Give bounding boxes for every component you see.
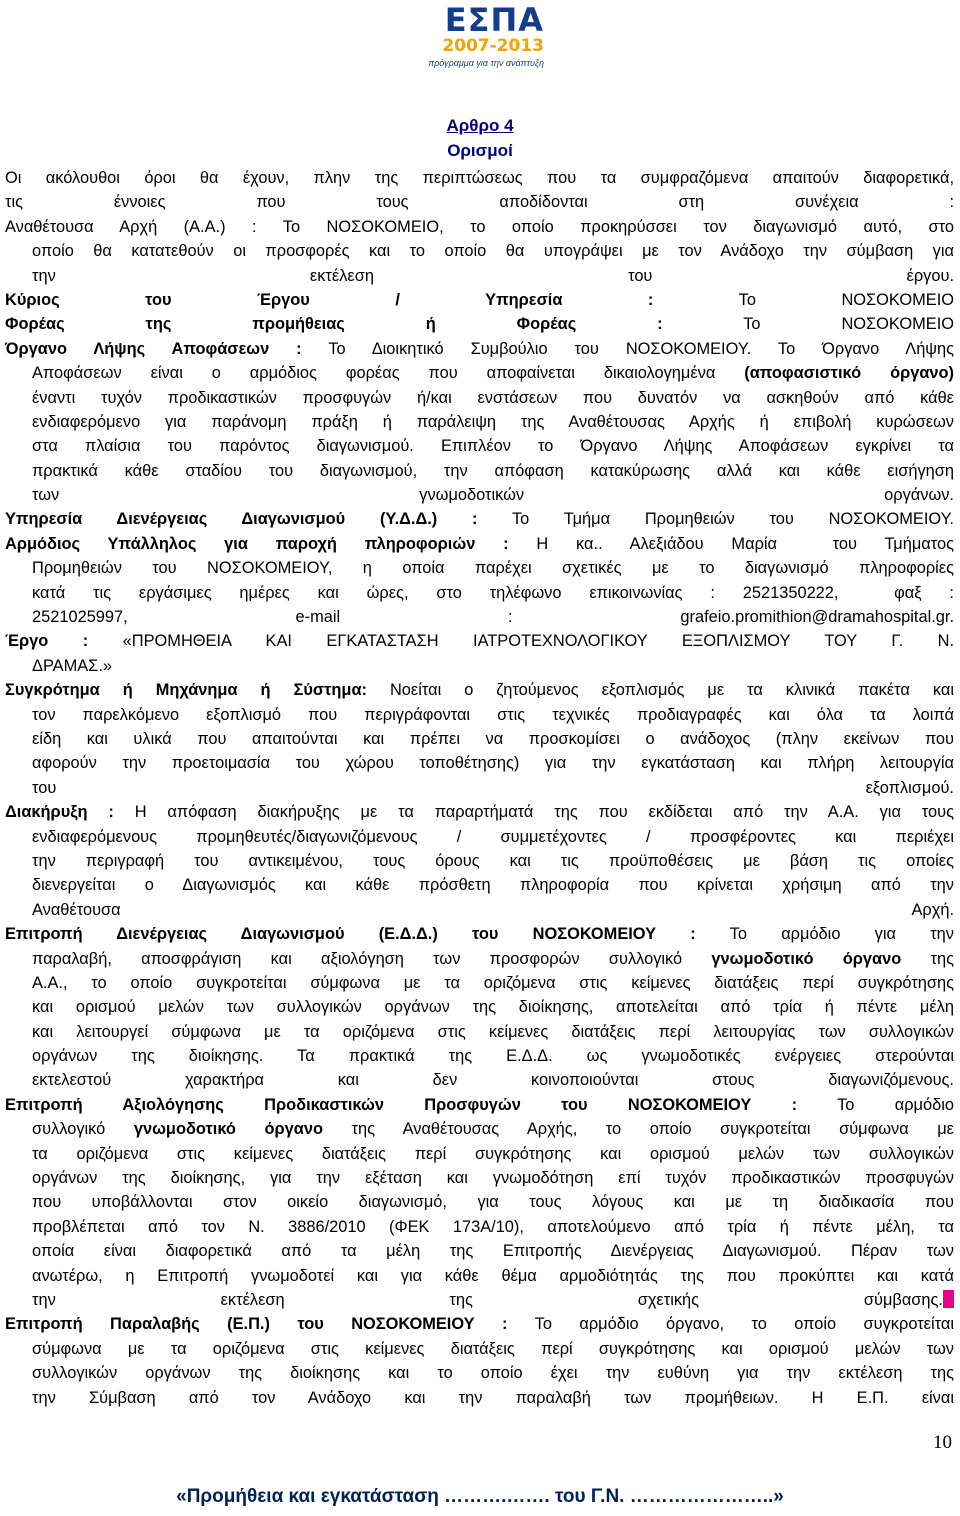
paragraph-line: τις έννοιες που τους αποδίδονται στη συνέχεια : — [5, 193, 954, 212]
definition-line: οποίο θα κατατεθούν οι προσφορές και το οποίο θα υπογράψει με τον Ανάδοχο την σύμβαση για — [32, 242, 954, 261]
definition-line: και λειτουργεί σύμφωνα με τα οριζόμενα στις κείμενες διατάξεις περί λειτουργίας των συλλογικών — [32, 1022, 954, 1041]
definition-line: κατά τις εργάσιμες ημέρες και ώρες, στο τηλέφωνο επικοινωνίας : 2521350222, φαξ : — [32, 583, 954, 602]
definition-line: Α.Α., το οποίο συγκροτείται σύμφωνα με τα οριζόμενα στις κείμενες διατάξεις περί συγκρότησης — [32, 973, 954, 992]
definition-line: Επιτροπή Αξιολόγησης Προδικαστικών Προσφυγών του ΝΟΣΟΚΟΜΕΙΟΥ : Το αρμόδιο — [5, 1095, 954, 1114]
logo-word: ΕΣΠΑ — [444, 1, 544, 39]
definition-line: Αναθέτουσα Αρχή (Α.Α.) : Το ΝΟΣΟΚΟΜΕΙΟ, το οποίο προκηρύσσει τον διαγωνισμό αυτό, στο — [5, 217, 954, 236]
definition-line: των γνωμοδοτικών οργάνων. — [32, 486, 954, 505]
definition-line: Αποφάσεων είναι ο αρμόδιος φορέας που αποφαίνεται δικαιολογημένα (αποφασιστικό όργανο) — [32, 364, 955, 383]
definition-line: την περιγραφή του αντικειμένου, τους όρους και τις προϋποθέσεις με βάση τις οποίες — [32, 851, 954, 870]
definition-line: οποία είναι διαφορετικά από τα μέλη της Επιτροπής Διενέργειας Διαγωνισμού. Πέραν των — [32, 1242, 954, 1261]
definition-line: ενδιαφερόμενο για παράνομη πράξη ή παράλειψη της Αναθέτουσας Αρχής ή επιβολή κυρώσεων — [32, 412, 954, 431]
definition-line: ενδιαφερόμενους προμηθευτές/διαγωνιζόμενους / συμμετέχοντες / προσφέροντες και περιέχει — [32, 827, 954, 846]
definition-line: οργάνων της διοίκησης. Τα πρακτικά της Ε.Δ.Δ. ως γνωμοδοτικές ενέργειες στερούνται — [32, 1047, 954, 1066]
definition-line: την Σύμβαση από τον Ανάδοχο και την παραλαβή των προμήθειων. Η Ε.Π. είναι — [32, 1388, 954, 1407]
definition-line: εκτελεστού χαρακτήρα και δεν κοινοποιούνται στους διαγωνιζόμενους. — [32, 1071, 954, 1090]
document-body — [5, 166, 955, 1410]
text-cursor — [943, 1290, 954, 1308]
espa-logo — [412, 2, 544, 74]
definition-line: Υπηρεσία Διενέργειας Διαγωνισμού (Υ.Δ.Δ.) : Το Τμήμα Προμηθειών του ΝΟΣΟΚΟΜΕΙΟΥ. — [5, 510, 954, 529]
definition-line: αφορούν την προετοιμασία του χώρου τοποθέτησης) για την εγκατάσταση και πλήρη λειτουργία — [32, 754, 954, 773]
definition-line: παραλαβή, αποσφράγιση και αξιολόγηση των προσφορών συλλογικό γνωμοδοτικό όργανο της — [32, 949, 955, 968]
definition-line: Προμηθειών του ΝΟΣΟΚΟΜΕΙΟΥ, η οποία παρέχει σχετικές με το διαγωνισμό πληροφορίες — [32, 559, 954, 578]
definition-line: Φορέας της προμήθειας ή Φορέας : Το ΝΟΣΟΚΟΜΕΙΟ — [5, 315, 954, 334]
definition-line: του εξοπλισμού. — [32, 778, 954, 797]
definition-line: στα πλαίσια του παρόντος διαγωνισμού. Επιπλέον το Όργανο Λήψης Αποφάσεων εγκρίνει τα — [32, 437, 954, 456]
definition-line: Αρμόδιος Υπάλληλος για παροχή πληροφοριών : Η κα.. Αλεξιάδου Μαρία του Τμήματος — [5, 534, 955, 553]
definition-line: είδη και υλικά που απαιτούνται και πρέπει να προσκομίσει ο ανάδοχος (πλην εκείνων που — [32, 729, 954, 748]
logo-years: 2007-2013 — [442, 36, 544, 56]
definition-line: που υποβάλλονται στον οικείο διαγωνισμό, για τους λόγους και με τη διαδικασία που — [32, 1193, 954, 1212]
paragraph-line: Οι ακόλουθοι όροι θα έχουν, πλην της περιπτώσεως που τα συμφραζόμενα απαιτούν διαφορετικά, — [5, 169, 954, 187]
definition-line: τον παρελκόμενο εξοπλισμό που περιγράφονται στις τεχνικές προδιαγραφές και όλα τα λοιπά — [32, 705, 954, 724]
definition-line: συλλογικών οργάνων της διοίκησης και το οποίο έχει την ευθύνη για την εκτέλεση της — [32, 1364, 954, 1383]
definition-line: Αναθέτουσα Αρχή. — [32, 900, 954, 919]
definition-line: διενεργείται ο Διαγωνισμός και κάθε πρόσθετη πληροφορία που κρίνεται χρήσιμη από την — [32, 876, 954, 895]
definition-line: Επιτροπή Διενέργειας Διαγωνισμού (Ε.Δ.Δ.) του ΝΟΣΟΚΟΜΕΙΟΥ : Το αρμόδιο για την — [5, 925, 954, 944]
definition-line: ανωτέρω, η Επιτροπή γνωμοδοτεί και για κάθε θέμα αρμοδιότητάς της που προκύπτει και κατά — [32, 1266, 954, 1285]
definition-line: Έργο : «ΠΡΟΜΗΘΕΙΑ ΚΑΙ ΕΓΚΑΤΑΣΤΑΣΗ ΙΑΤΡΟΤΕΧΝΟΛΟΓΙΚΟΥ ΕΞΟΠΛΙΣΜΟΥ ΤΟΥ Γ. Ν. — [5, 632, 955, 651]
definition-line: τα οριζόμενα στις κείμενες διατάξεις περί συγκρότησης και ορισμού μελών των συλλογικών — [32, 1144, 954, 1163]
definition-line: προβλέπεται από τον Ν. 3886/2010 (ΦΕΚ 173Α/10), αποτελούμενο από τρία ή πέντε μέλη, τα — [32, 1217, 954, 1236]
definition-line: συλλογικό γνωμοδοτικό όργανο της Αναθέτουσας Αρχής, το οποίο συγκροτείται σύμφωνα με — [32, 1120, 954, 1139]
definition-line: Επιτροπή Παραλαβής (Ε.Π.) του ΝΟΣΟΚΟΜΕΙΟΥ : Το αρμόδιο όργανο, το οποίο συγκροτείται — [5, 1315, 954, 1334]
page-number: 10 — [933, 1432, 952, 1453]
definition-line: την εκτέλεση της σχετικής σύμβασης. — [32, 1288, 954, 1312]
definition-line: ΔΡΑΜΑΣ.» — [32, 656, 112, 675]
definition-line: Κύριος του Έργου / Υπηρεσία : Το ΝΟΣΟΚΟΜΕΙΟ — [5, 290, 954, 309]
definition-line: οργάνων της διοίκησης, για την εξέταση και γνωμοδότηση επί τυχόν προδικαστικών προσφυγών — [32, 1169, 954, 1188]
definition-line: την εκτέλεση του έργου. — [32, 266, 954, 285]
definition-line: 2521025997, e-mail : grafeio.promithion@dramahospital.gr. — [32, 608, 954, 627]
section-title: Ορισμοί — [447, 141, 513, 160]
definition-line: και ορισμού μελών των συλλογικών οργάνων της διοίκησης, αποτελείται από τρία ή πέντε μέλη — [32, 998, 954, 1017]
page-footer: «Προμήθεια και εγκατάσταση ……….……. του Γ.Ν. …………………..» — [176, 1486, 784, 1507]
logo-tagline: πρόγραμμα για την ανάπτυξη — [428, 58, 544, 68]
article-heading: Αρθρο 4 — [446, 116, 514, 135]
definition-line: Διακήρυξη : Η απόφαση διακήρυξης με τα παραρτήματά της που εκδίδεται από την Α.Α. για τους — [5, 803, 954, 822]
definition-line: Όργανο Λήψης Αποφάσεων : Το Διοικητικό Συμβούλιο του ΝΟΣΟΚΟΜΕΙΟΥ. Το Όργανο Λήψης — [5, 339, 955, 358]
definition-line: Συγκρότημα ή Μηχάνημα ή Σύστημα: Νοείται ο ζητούμενος εξοπλισμός με τα κλινικά πακέτα και — [5, 681, 954, 700]
definition-line: πρακτικά κάθε σταδίου του διαγωνισμού, την απόφαση κατακύρωσης αλλά και κάθε εισήγηση — [32, 461, 954, 480]
definition-line: έναντι τυχόν προδικαστικών προσφυγών ή/και ενστάσεων που δυνατόν να ασκηθούν από κάθε — [32, 388, 954, 407]
definition-line: σύμφωνα με τα οριζόμενα στις κείμενες διατάξεις περί συγκρότησης και ορισμού μελών των — [32, 1339, 954, 1358]
